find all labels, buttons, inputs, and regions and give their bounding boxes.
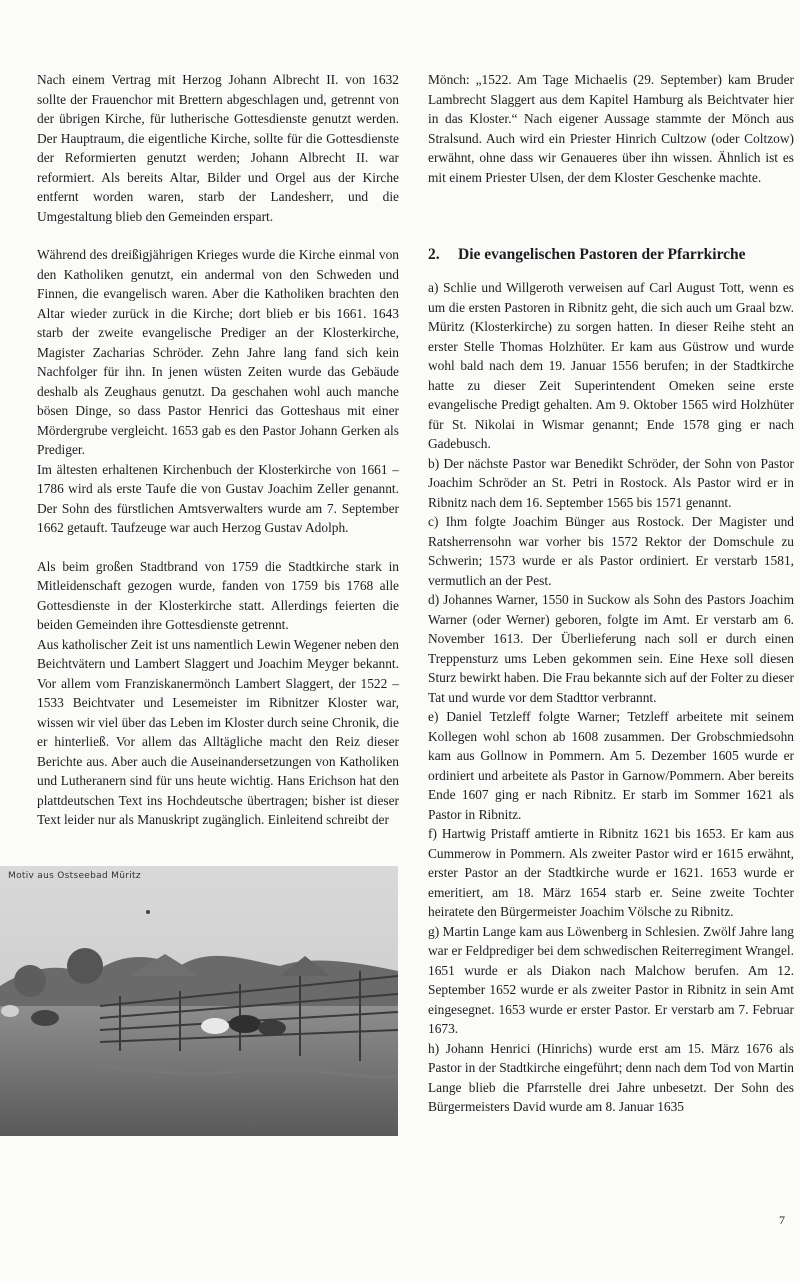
paragraph-kirchenbuch: Im ältesten erhaltenen Kirchenbuch der Klosterkirche von 1661 – 1786 wird als erste Taufe die von Gustav Joachim Zeller genannt. Der Sohn des fürstlichen Amtsverwalters wurde am 7. September 1662 getauft. Taufzeuge war auch Herzog Gustav Adolph.	[37, 461, 399, 535]
section-number: 2.	[428, 246, 440, 263]
list-item-g: g) Martin Lange kam aus Löwenberg in Schlesien. Zwölf Jahre lang war er Feldprediger bei dem schwedischen Reiterregiment Wrangel. 1651 wurde er als Diakon nach Malchow berufen. Am 12. September 1652 wurde er als zweiter Pastor in Ribnitz in sein Amt eingesegnet. 1653 wurde er erster Pastor. Er verstarb am 7. Februar 1673.	[428, 923, 794, 1036]
list-item-c: c) Ihm folgte Joachim Bünger aus Rostock. Der Magister und Ratsherrensohn war vorher bis 1572 Rektor der Domschule zu Schwerin; 1573 wurde er als Pastor ordiniert. Er verstarb 1581, vermutlich an der Pest.	[428, 514, 794, 588]
paragraph-moench-zitat: Mönch: „1522. Am Tage Michaelis (29. September) kam Bruder Lambrecht Slaggert aus dem Kapitel Hamburg als Beichtvater hier in das Kloster.“ Nach eigener Aussage stammte der Mönch aus Stralsund. Auch wird ein Priester Hinrich Cultzow (oder Coltzow) erwähnt, ohne dass wir Genaueres über ihn wissen. Ähnlich ist es mit einem Priester Ulsen, der dem Kloster Geschenke machte.	[428, 72, 794, 185]
list-item-e: e) Daniel Tetzleff folgte Warner; Tetzleff arbeitete mit seinem Kollegen wohl schon ab 1608 zusammen. Der Grobschmiedsohn kam aus Gollnow in Pommern. Am 5. Dezember 1605 wurde er ordiniert und arbeitete als Pastor in Garnow/Pommern. Aber bereits Ende 1607 ging er nach Ribnitz. Er starb im Sommer 1621 als Pastor in Ribnitz.	[428, 709, 794, 822]
page-number: 7	[779, 1213, 785, 1227]
list-item-d: d) Johannes Warner, 1550 in Suckow als Sohn des Pastors Joachim Warner (oder Werner) geboren, folgte im Amt. Er verstarb am 6. November 1613. Der Überlieferung nach soll er durch einen Treppensturz ums Leben gekommen sein. Eine Hexe soll diesen Sturz bewirkt haben. Die Frau bekannte sich auf der Folter zu dieser Tat und wurde vor dem Stadttor verbrannt.	[428, 592, 794, 705]
section-title: Die evangelischen Pastoren der Pfarrkirche	[458, 246, 746, 263]
left-column	[37, 70, 399, 830]
list-item-h: h) Johann Henrici (Hinrichs) wurde erst am 15. März 1676 als Pastor in der Stadtkirche eingeführt; denn nach dem Tod von Martin Lange blieb die Pfarrstelle drei Jahre unbesetzt. Der Sohn des Bürgermeisters David wurde am 8. Januar 1635	[428, 1040, 794, 1114]
list-item-b: b) Der nächste Pastor war Benedikt Schröder, der Sohn von Pastor Joachim Schröder an St. Petri in Rostock. Als Pastor wird er in Ribnitz nach dem 16. September 1565 bis 1571 genannt.	[428, 455, 794, 510]
paragraph-dreissigjaehriger-krieg: Während des dreißigjährigen Krieges wurde die Kirche einmal von den Katholiken genutzt, ein andermal von den Schweden und Finnen, die evangelisch waren. Aber die Katholiken brachten den Altar wieder zurück in die Kirche; dort blieb er bis 1661. 1643 starb der zweite evangelische Prediger an der Klosterkirche, Magister Zacharias Schröder. Zehn Jahre lang fand sich kein Nachfolger für ihn. In jenen wüsten Zeiten wurde das Gebäude deshalb als Zeughaus genutzt. Da geschahen wohl auch manche bösen Dinge, so dass Pastor Henrici das Gotteshaus mit einer Mördergrube vergleicht. 1653 gab es den Pastor Johann Gerken als Prediger.	[37, 247, 399, 457]
right-column	[428, 70, 794, 1117]
photo-cows-pasture	[0, 866, 398, 1136]
list-item-a: a) Schlie und Willgeroth verweisen auf Carl August Tott, wenn es um die ersten Pastoren in Ribnitz geht, die sich auch um Graal bzw. Müritz (Klosterkirche) zu sorgen hatten. In dieser Reihe steht an erster Stelle Thomas Holzhüter. Er kam aus Güstrow und wurde wohl bald nach dem 19. Januar 1556 berufen; in der Stadtkirche hatte zu dieser Zeit Superintendent Omeken seine erste evangelische Predigt gehalten. Am 9. Oktober 1565 wird Holzhüter für St. Nikolai in Wismar genannt; Ende 1578 ging er nach Gadebusch.	[428, 280, 794, 451]
section-heading	[428, 245, 794, 265]
photo-caption: Motiv aus Ostseebad Müritz	[8, 871, 141, 881]
paragraph-katholische-zeit: Aus katholischer Zeit ist uns namentlich Lewin Wegener neben den Beichtvätern und Lambert Slaggert und Joachim Meyger bekannt. Vor allem vom Franziskanermönch Lambert Slaggert, der 1522 – 1533 Beichtvater und Lesemeister im Ribnitzer Kloster war, wissen wir viel über das Leben im Kloster durch seine Chronik, die er hinterließ. Vor allem das Alltägliche macht den Reiz dieser Berichte aus. Aber auch die Auseinandersetzungen von Katholiken und Lutheranern sind für uns heute wichtig. Hans Erichson hat den plattdeutschen Text ins Hochdeutsche übertragen; bisher ist dieser Text leider nur als Manuskript zugänglich. Einleitend schreibt der	[37, 636, 399, 827]
list-item-f: f) Hartwig Pristaff amtierte in Ribnitz 1621 bis 1653. Er kam aus Cummerow in Pommern. Als zweiter Pastor wird er 1615 erwähnt, erster Pastor an der Stadtkirche wurde er 1621. 1653 wurde er emeritiert, am 18. März 1654 starb er. Seine zweite Tochter heiratete den Bürgermeister Joachim Völsche zu Ribnitz.	[428, 826, 794, 919]
paragraph-vertrag: Nach einem Vertrag mit Herzog Johann Albrecht II. von 1632 sollte der Frauenchor mit Brettern abgeschlagen und, getrennt von der übrigen Kirche, für lutherische Gottesdienste genutzt werden. Der Hauptraum, die eigentliche Kirche, sollte für die Gottesdienste der Reformierten genutzt werden; Johann Albrecht II. war reformiert. Als bereits Altar, Bilder und Orgel aus der Kirche entfernt worden waren, starb der Landesherr, und die Umgestaltung blieb den Gemeinden erspart.	[37, 72, 399, 224]
historic-photo	[0, 866, 398, 1136]
paragraph-stadtbrand: Als beim großen Stadtbrand von 1759 die Stadtkirche stark in Mitleidenschaft gezogen wurde, fanden von 1759 bis 1768 alle Gottesdienste in der Klosterkirche statt. Allerdings feierten die beiden Gemeinden ihre Gottesdienste getrennt.	[37, 558, 399, 632]
